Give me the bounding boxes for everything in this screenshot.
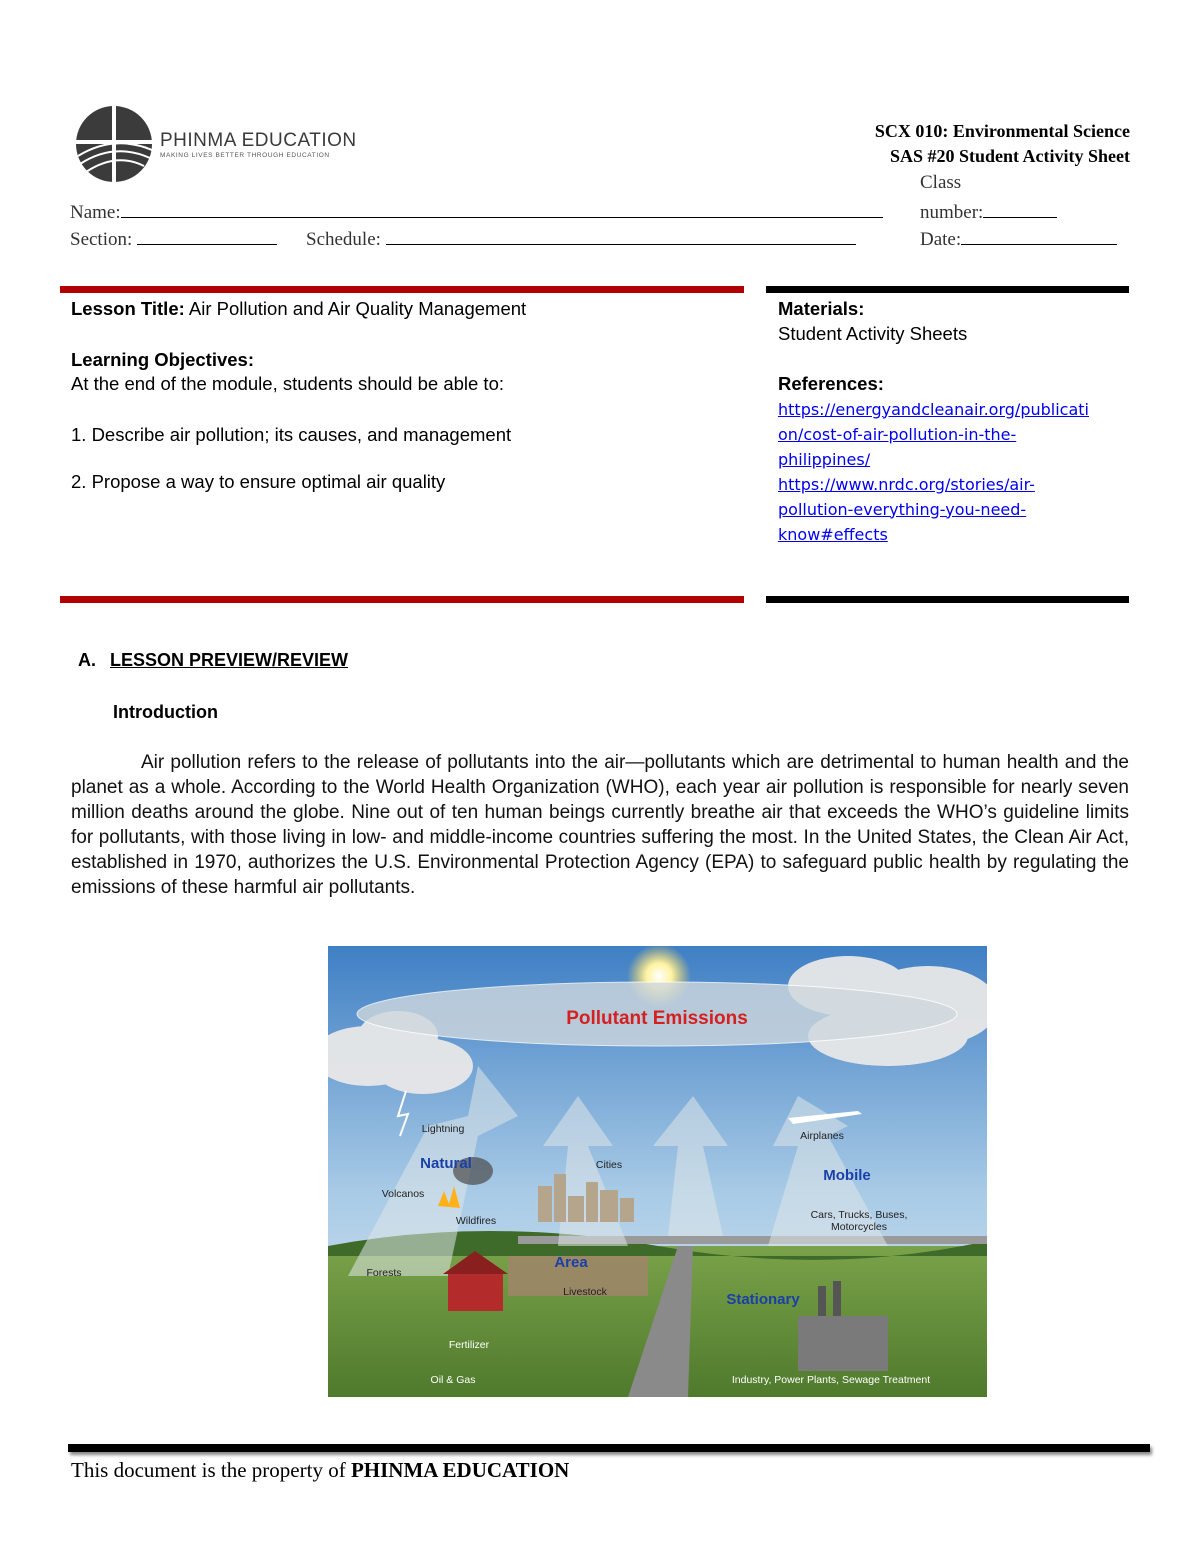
label-forests: Forests [366, 1267, 402, 1279]
objectives-intro: At the end of the module, students should be able to: [71, 373, 504, 394]
date-blank[interactable] [961, 226, 1117, 245]
section-label: Section: [70, 229, 133, 250]
objective-item: 1. Describe air pollution; its causes, and management [71, 423, 512, 445]
reference-link-1-part[interactable]: https://energyandcleanair.org/publicati [778, 399, 1089, 419]
label-cities: Cities [595, 1159, 623, 1171]
reference-link-1-part[interactable]: philippines/ [778, 449, 871, 469]
reference-link-1[interactable] [778, 397, 1128, 472]
top-rule-red [60, 286, 744, 293]
schedule-blank[interactable] [386, 226, 856, 245]
objective-item: 2. Propose a way to ensure optimal air quality [71, 471, 446, 492]
materials-block [778, 297, 1128, 547]
barn [448, 1271, 503, 1311]
label-airplanes: Airplanes [800, 1130, 844, 1142]
name-blank[interactable] [121, 199, 883, 218]
power-plant [798, 1316, 888, 1371]
class-label: Class [920, 172, 962, 193]
lesson-info [71, 297, 731, 495]
label-fertilizer: Fertilizer [448, 1339, 490, 1351]
lesson-title: Air Pollution and Air Quality Management [188, 298, 527, 319]
lesson-title-label: Lesson Title: [71, 298, 185, 319]
label-motorcycles: Motorcycles [830, 1221, 888, 1233]
logo-tagline: MAKING LIVES BETTER THROUGH EDUCATION [160, 152, 330, 159]
category-natural: Natural [420, 1155, 472, 1172]
label-livestock: Livestock [563, 1286, 607, 1298]
bottom-rule-black [766, 596, 1129, 603]
date-field[interactable] [920, 226, 1117, 251]
name-label: Name: [70, 202, 121, 223]
figure-title: Pollutant Emissions [566, 1008, 748, 1029]
reference-link-2[interactable] [778, 472, 1128, 547]
date-label: Date: [920, 229, 962, 250]
reference-link-2-part[interactable]: know#effects [778, 524, 888, 544]
section-title: LESSON PREVIEW/REVIEW [110, 650, 349, 670]
footer-rule [68, 1444, 1150, 1452]
schedule-field[interactable] [306, 226, 856, 251]
pollutant-emissions-figure [328, 946, 987, 1397]
reference-link-1-part[interactable]: on/cost-of-air-pollution-in-the- [778, 424, 1017, 444]
top-rule-black [766, 286, 1129, 293]
reference-link-2-part[interactable]: https://www.nrdc.org/stories/air- [778, 474, 1035, 494]
label-cars: Cars, Trucks, Buses, [810, 1209, 908, 1221]
section-blank[interactable] [137, 226, 277, 245]
label-volcanoes: Volcanos [381, 1188, 425, 1200]
category-stationary: Stationary [726, 1291, 800, 1308]
course-code: SCX 010: Environmental Science [874, 121, 1130, 141]
name-field[interactable] [70, 199, 883, 224]
objectives-label: Learning Objectives: [71, 348, 254, 370]
section-letter: A. [78, 650, 96, 670]
materials-value: Student Activity Sheets [778, 322, 968, 344]
lesson-title-line [71, 297, 731, 322]
footer-text [71, 1458, 569, 1483]
category-area: Area [554, 1254, 588, 1271]
class-number-blank[interactable] [983, 199, 1057, 218]
logo-name: PHINMA EDUCATION [160, 130, 357, 151]
section-field[interactable] [70, 226, 277, 251]
introduction-text: Air pollution refers to the release of pollutants into the air—pollutants which are detrimental to human health and the planet as a whole. According to the World Health Organization (WHO), each year air pollution is responsible for nearly seven million deaths around the globe. Nine out of ten human beings currently breathe air that exceeds the WHO’s guideline limits for pollutants, with those living in low- and middle-income countries suffering the most. In the United States, the Clean Air Act, established in 1970, authorizes the U.S. Environmental Protection Agency (EPA) to safeguard public health by regulating the emissions of these harmful air pollutants. [71, 752, 1129, 898]
class-number-field[interactable] [920, 199, 1057, 224]
bottom-rule-red [60, 596, 744, 603]
section-a-heading [78, 650, 348, 671]
materials-label: Materials: [778, 298, 865, 319]
label-oil-gas: Oil & Gas [430, 1374, 476, 1386]
schedule-label: Schedule: [306, 229, 381, 250]
label-wildfires: Wildfires [455, 1215, 497, 1227]
footer-prefix: This document is the property of [71, 1458, 351, 1482]
footer-owner: PHINMA EDUCATION [350, 1458, 570, 1482]
label-lightning: Lightning [421, 1123, 465, 1135]
sheet-title: SAS #20 Student Activity Sheet [889, 146, 1130, 166]
number-label: number: [920, 202, 984, 223]
reference-link-2-part[interactable]: pollution-everything-you-need- [778, 499, 1027, 519]
introduction-heading: Introduction [113, 702, 218, 722]
category-mobile: Mobile [823, 1167, 871, 1184]
introduction-paragraph [71, 750, 1129, 900]
references-label: References: [778, 373, 884, 394]
label-industry: Industry, Power Plants, Sewage Treatment [731, 1374, 931, 1386]
